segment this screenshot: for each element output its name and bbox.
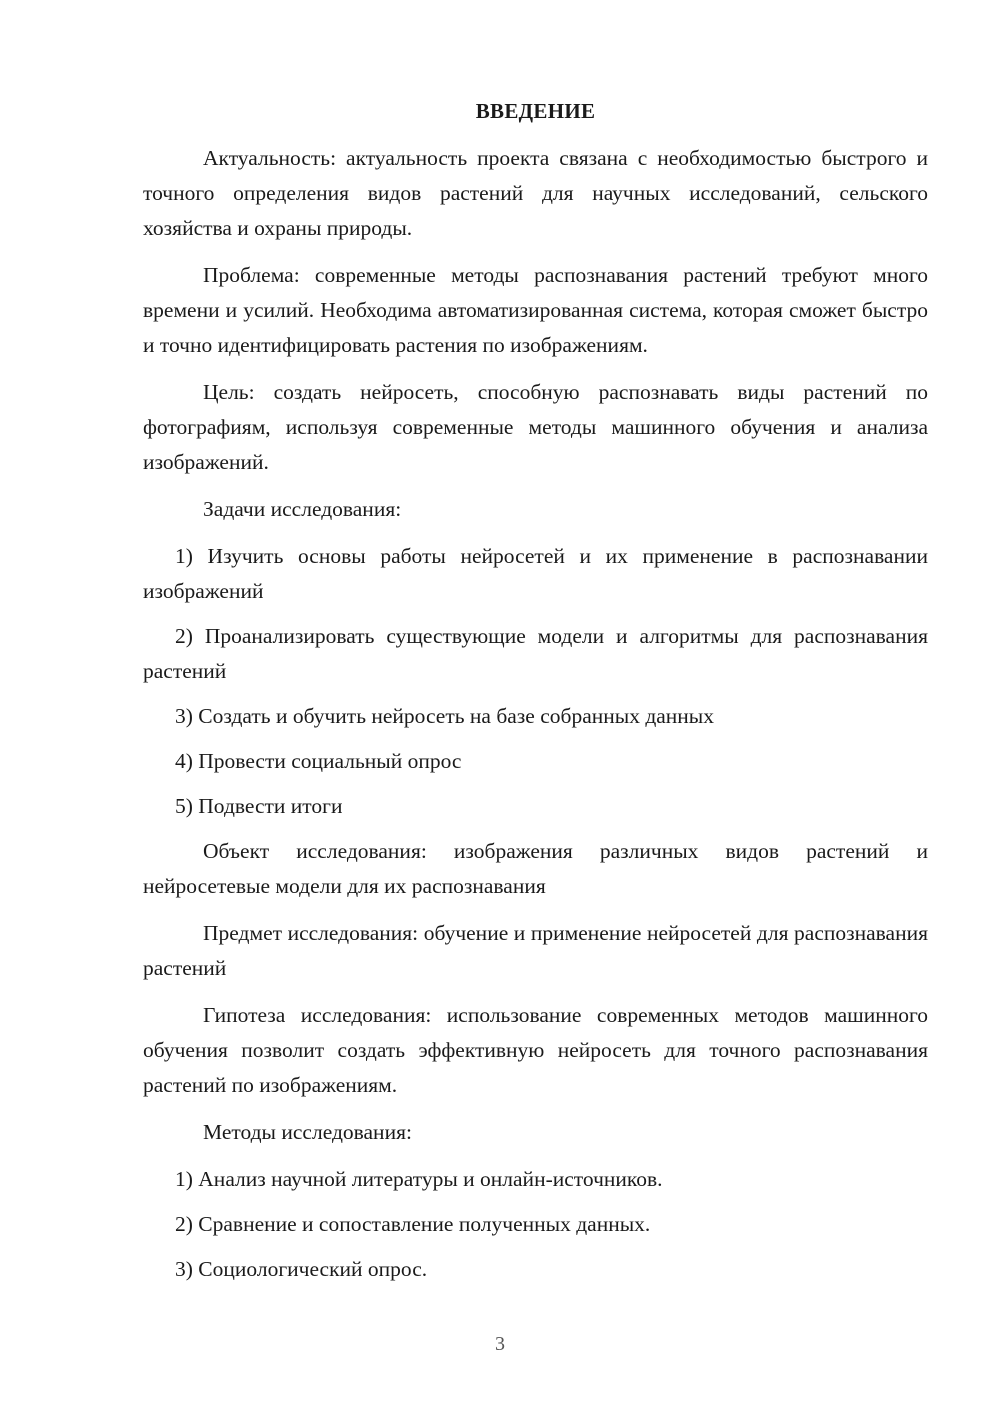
tasks-heading: Задачи исследования: [203,497,402,521]
method-item-1: 1) Анализ научной литературы и онлайн-источников. [175,1167,663,1191]
methods-list [143,1162,928,1287]
document-page [143,95,928,1297]
method-item-3: 3) Социологический опрос. [175,1257,428,1281]
tasks-list [143,539,928,824]
methods-heading: Методы исследования: [203,1120,412,1144]
task-item-5: 5) Подвести итоги [175,794,343,818]
problem-paragraph: Проблема: современные методы распознавания растений требуют много времени и усилий. Необходима автоматизированная система, которая сможет быстро и точно идентифицировать растения по изображениям. [143,263,928,357]
hypothesis-paragraph: Гипотеза исследования: использование современных методов машинного обучения позволит создать эффективную нейросеть для точного распознавания растений по изображениям. [143,1003,928,1097]
relevance-paragraph: Актуальность: актуальность проекта связана с необходимостью быстрого и точного определения видов растений для научных исследований, сельского хозяйства и охраны природы. [143,146,928,240]
subject-paragraph: Предмет исследования: обучение и применение нейросетей для распознавания растений [143,921,928,980]
page-number: 3 [495,1333,505,1355]
task-item-3: 3) Создать и обучить нейросеть на базе собранных данных [175,704,715,728]
document-title: ВВЕДЕНИЕ [475,99,596,123]
task-item-2: 2) Проанализировать существующие модели и алгоритмы для распознавания растений [143,624,928,683]
task-item-1: 1) Изучить основы работы нейросетей и их применение в распознавании изображений [143,544,928,603]
goal-paragraph: Цель: создать нейросеть, способную распознавать виды растений по фотографиям, используя современные методы машинного обучения и анализа изображений. [143,380,928,474]
object-paragraph: Объект исследования: изображения различных видов растений и нейросетевые модели для их распознавания [143,839,928,898]
method-item-2: 2) Сравнение и сопоставление полученных данных. [175,1212,651,1236]
task-item-4: 4) Провести социальный опрос [175,749,462,773]
